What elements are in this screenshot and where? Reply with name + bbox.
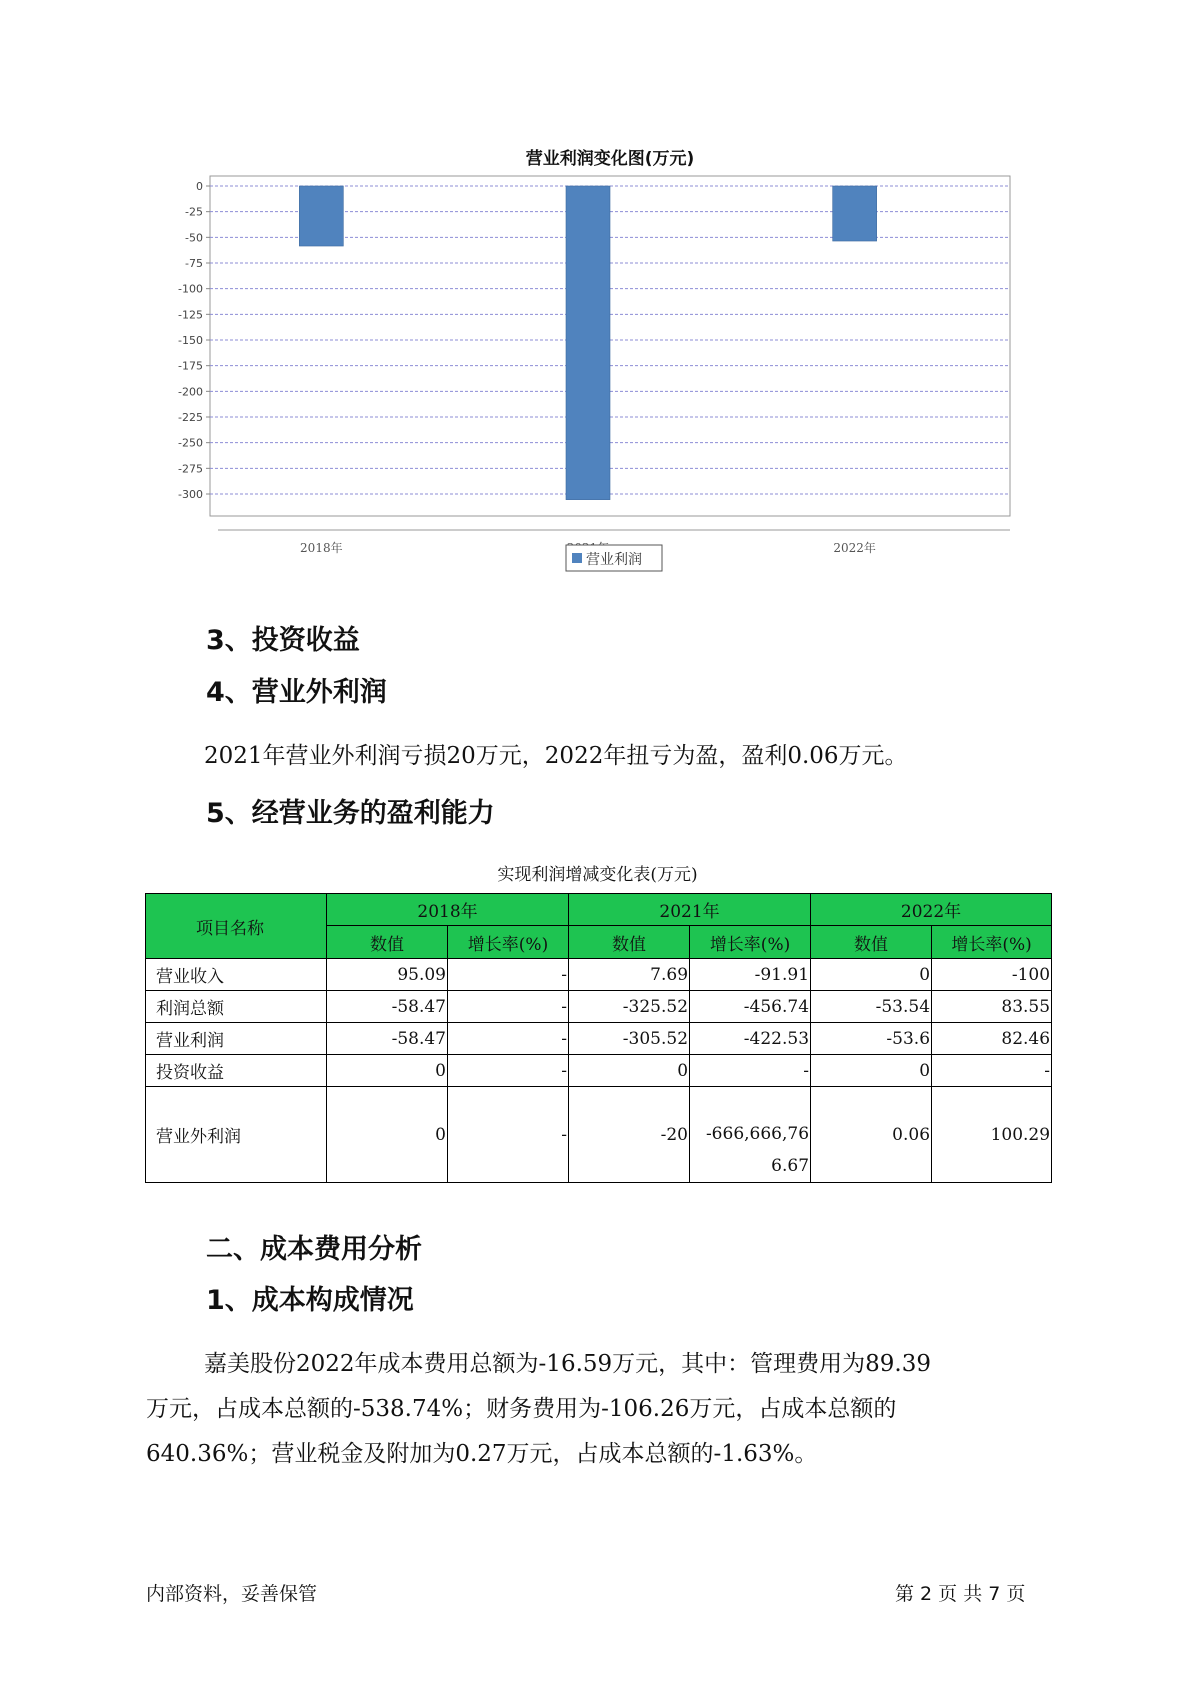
header-year: 2018年	[327, 894, 569, 926]
header-year: 2022年	[811, 894, 1052, 926]
table-cell: 82.46	[932, 1023, 1052, 1055]
chart-svg	[170, 140, 1040, 590]
table-cell: -	[448, 991, 569, 1023]
footer-confidential: 内部资料，妥善保管	[146, 1583, 318, 1605]
table-cell: 95.09	[327, 959, 448, 991]
table-cell: -305.52	[569, 1023, 690, 1055]
table-cell: 0.06	[811, 1087, 932, 1183]
paragraph-cost-line: 嘉美股份2022年成本费用总额为-16.59万元，其中：管理费用为89.39	[204, 1351, 931, 1377]
table-cell: -	[448, 1055, 569, 1087]
y-tick-label: -75	[185, 257, 203, 270]
table-cell: -53.6	[811, 1023, 932, 1055]
paragraph-non-operating-profit: 2021年营业外利润亏损20万元，2022年扭亏为盈，盈利0.06万元。	[204, 743, 908, 769]
table-cell: 0	[811, 959, 932, 991]
y-tick-label: -150	[178, 334, 203, 347]
table-cell: -456.74	[690, 991, 811, 1023]
y-tick-label: -100	[178, 282, 203, 296]
table-cell: 83.55	[932, 991, 1052, 1023]
table-cell: -	[690, 1055, 811, 1087]
table-cell: -58.47	[327, 1023, 448, 1055]
table-cell: -325.52	[569, 991, 690, 1023]
table-cell: -100	[932, 959, 1052, 991]
row-label: 营业外利润	[146, 1087, 327, 1183]
bar	[299, 186, 343, 246]
table-cell: -58.47	[327, 991, 448, 1023]
bar	[833, 186, 877, 241]
heading-non-operating-profit: 4、营业外利润	[206, 677, 387, 708]
footer-page-number: 第 2 页 共 7 页	[895, 1583, 1026, 1605]
row-label: 投资收益	[146, 1055, 327, 1087]
y-tick-label: -25	[185, 205, 203, 219]
table-row	[146, 1023, 1052, 1055]
row-label: 营业利润	[146, 1023, 327, 1055]
table-cell: -91.91	[690, 959, 811, 991]
table-cell: -20	[569, 1087, 690, 1183]
chart-title: 营业利润变化图(万元)	[525, 149, 695, 169]
table-cell: -	[448, 1023, 569, 1055]
paragraph-cost-line: 640.36%；营业税金及附加为0.27万元，占成本总额的-1.63%。	[146, 1441, 818, 1467]
table-cell: 0	[811, 1055, 932, 1087]
heading-cost-structure: 1、成本构成情况	[206, 1285, 414, 1316]
table-cell: -	[932, 1055, 1052, 1087]
table-cell: 0	[327, 1087, 448, 1183]
table-cell: 0	[327, 1055, 448, 1087]
table-row	[146, 1087, 1052, 1183]
operating-profit-chart	[170, 140, 1040, 590]
y-tick-label: -225	[178, 411, 203, 424]
heading-profitability: 5、经营业务的盈利能力	[206, 798, 495, 829]
table-cell: -	[448, 1087, 569, 1183]
table-cell: -53.54	[811, 991, 932, 1023]
table-cell: 7.69	[569, 959, 690, 991]
legend-swatch	[572, 553, 582, 563]
x-tick-label: 2018年	[300, 541, 343, 555]
row-label: 利润总额	[146, 991, 327, 1023]
table-cell: 100.29	[932, 1087, 1052, 1183]
table-cell: -422.53	[690, 1023, 811, 1055]
y-tick-label: 0	[196, 180, 203, 193]
table-cell: 0	[569, 1055, 690, 1087]
header-rate: 增长率(%)	[932, 926, 1052, 959]
header-value: 数值	[569, 926, 690, 959]
bar	[566, 186, 610, 500]
y-tick-label: -200	[178, 385, 203, 399]
table-cell: -666,666,766.67	[690, 1087, 811, 1183]
y-tick-label: -125	[178, 308, 203, 322]
header-value: 数值	[811, 926, 932, 959]
heading-cost-analysis: 二、成本费用分析	[206, 1234, 422, 1265]
header-year: 2021年	[569, 894, 811, 926]
heading-investment-income: 3、投资收益	[206, 625, 360, 656]
header-rate: 增长率(%)	[448, 926, 569, 959]
table-cell: -	[448, 959, 569, 991]
table-caption: 实现利润增减变化表(万元)	[497, 865, 698, 885]
y-tick-label: -50	[185, 231, 203, 245]
table-row	[146, 959, 1052, 991]
y-tick-label: -250	[178, 436, 203, 450]
table-row	[146, 1055, 1052, 1087]
y-tick-label: -300	[178, 488, 203, 501]
profit-change-table	[145, 893, 1052, 1183]
x-tick-label: 2022年	[833, 541, 876, 555]
y-tick-label: -175	[178, 359, 203, 373]
legend-label: 营业利润	[586, 552, 642, 568]
table-row	[146, 991, 1052, 1023]
header-value: 数值	[327, 926, 448, 959]
y-tick-label: -275	[178, 462, 203, 476]
paragraph-cost-line: 万元，占成本总额的-538.74%；财务费用为-106.26万元，占成本总额的	[146, 1396, 897, 1422]
header-item-name: 项目名称	[146, 894, 327, 959]
header-rate: 增长率(%)	[690, 926, 811, 959]
row-label: 营业收入	[146, 959, 327, 991]
